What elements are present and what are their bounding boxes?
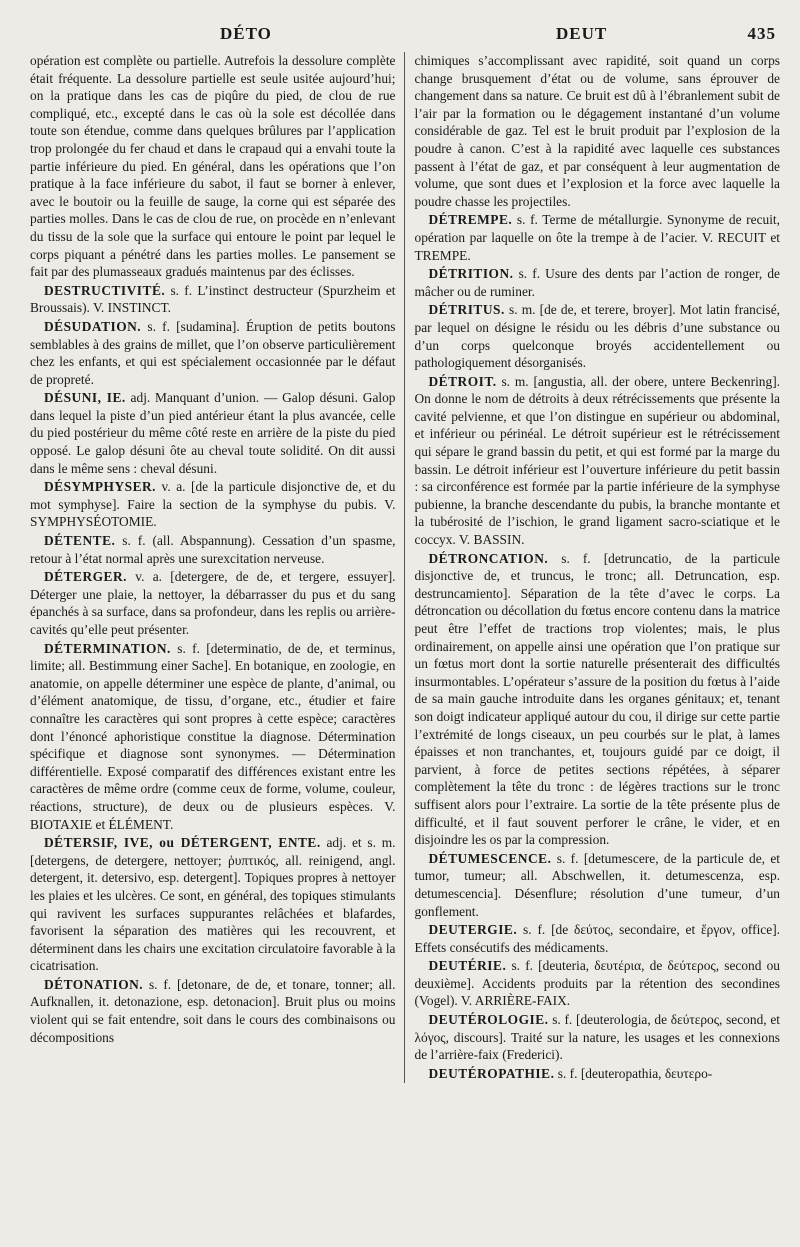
entry-headword: DEUTERGIE. bbox=[428, 922, 518, 938]
dictionary-entry bbox=[30, 389, 396, 477]
entry-headword: DÉTERGER. bbox=[44, 569, 127, 585]
dictionary-entry bbox=[415, 301, 781, 371]
dictionary-entry bbox=[30, 640, 396, 834]
entry-headword: DÉTERMINATION. bbox=[44, 640, 171, 656]
page-number: 435 bbox=[747, 24, 776, 43]
entry-definition: s. f. [determinatio, de de, et terminus, limite; all. Bestimmung einer Sache]. En botanique, en zoologie, en anatomie, on appelle déterminer une espèce de plante, d’animal, ou d’élément anatomique, de tissu, d’organe, etc., étudier et faire connaître les caractères qui sont propres à cette espèce; caractères dont l’énoncé aphoristique constitue la diagnose. Détermination spécifique et diagnose sont synonymes. — Détermination différentielle. Exposé comparatif des différences existant entre les caractères de même ordre (comme ceux de forme, volume, couleur, réactions, structure), de deux ou de plusieurs espèces. V. BIOTAXIE et ÉLÉMENT. bbox=[30, 640, 396, 832]
entry-headword: DESTRUCTIVITÉ. bbox=[44, 282, 166, 298]
entry-definition: s. f. [deuteropathia, δευτερο- bbox=[554, 1065, 713, 1081]
entry-headword: DÉTONATION. bbox=[44, 976, 144, 992]
entry-definition: s. m. [angustia, all. der obere, untere Beckenring]. On donne le nom de détroits à deux rétrécissements que présente la cavité pelvienne, et que l’on distingue en supérieur ou abdominal, et inférieur ou périnéal. Le détroit supérieur est le rétrécissement qui sépare le grand bassin du petit, et qui est formé par la marge du bassin. Le détroit inférieur est l’ouverture inférieure du petit bassin : sa circonférence est formée par la partie inférieure de la symphyse pubienne, la branche descendante du pubis, la branche montante et la tubérosité de l’ischion, le grand ligament sacro-sciatique et le coccyx. V. BASSIN. bbox=[414, 373, 780, 548]
entry-definition: s. f. [deuteria, δευτέρια, de δεύτερος, second ou deuxième]. Accidents produits par la rétention des secondines (Vogel). V. ARRIÈRE-FAIX. bbox=[414, 958, 780, 1009]
dictionary-entry bbox=[30, 478, 396, 531]
entry-definition: s. f. [sudamina]. Éruption de petits boutons semblables à des grains de millet, que l’on observe particulièrement chez les enfants, et qui est spécialement occasionnée par le défaut de propreté. bbox=[30, 318, 396, 387]
entry-definition: v. a. [detergere, de de, et tergere, essuyer]. Déterger une plaie, la nettoyer, la débarrasser du pus et du sang épanchés à sa surface, dans sa profondeur, dans les replis ou arrière-cavités qu’elle peut présenter. bbox=[30, 569, 396, 637]
running-header bbox=[30, 18, 780, 48]
entry-definition: v. a. [de la particule disjonctive de, et du mot symphyse]. Faire la section de la symphyse du pubis. V. SYMPHYSÉOTOMIE. bbox=[30, 479, 396, 530]
dictionary-entry bbox=[30, 976, 396, 1046]
dictionary-entry bbox=[30, 568, 396, 638]
right-column bbox=[404, 52, 781, 1083]
entry-definition: s. f. L’instinct destructeur (Spurzheim et Broussais). V. INSTINCT. bbox=[30, 282, 396, 316]
entry-definition: s. f. Terme de métallurgie. Synonyme de recuit, opération par laquelle on ôte la trempe à de l’acier. V. RECUIT et TREMPE. bbox=[414, 212, 780, 263]
entry-definition: s. f. [detumescere, de la particule de, et tumor, tumeur; all. Abschwellen, it. detumescenza, esp. detumescencia]. Désenflure; résolution d’une tumeur, d’un gonflement. bbox=[414, 850, 780, 919]
dictionary-entry bbox=[30, 318, 396, 388]
entry-headword: DÉSUNI, IE. bbox=[44, 390, 126, 406]
continued-text: chimiques s’accomplissant avec rapidité, soit quand un corps change brusquement d’état ou de volume, sans éprouver de changement dans sa nature. Ce bruit est dû à l’ébranlement subit de l’air par la formation ou le dégagement instantané d’un volume considérable de gaz. Tel est le bruit produit par l’explosion de la poudre à canon. C’est à la rapidité avec laquelle ces substances passent à l’état de gaz, et par conséquent à leur augmentation de volume, que sont dues et l’explosion et la force avec laquelle la poudre chasse les projectiles. bbox=[414, 53, 780, 209]
entry-definition: s. f. [detruncatio, de la particule disjonctive de, et truncus, le tronc; all. Detruncation, esp. destruncamiento]. Séparation de la tête d’avec le corps. La détroncation ou décollation du fœtus encore contenu dans la matrice peut être l’effet de tractions trop violentes; mais, le plus ordinairement, on appelle ainsi une opération que l’on pratique sur un fœtus mort dont la sortie naturelle présenterait des difficultés insurmontables. L’opérateur s’assure de la position du fœtus à l’aide de sa main gauche introduite dans les organes génitaux; et, tenant son doigt indicateur appliqué autour du cou, il dirige sur cette partie l’extrémité de longs ciseaux, un peu courbés sur le plat, à lames épaisses et non tranchantes, et, toujours guidé par ce doigt, il parvient, à force de petites sections répétées, à séparer complètement la tête du tronc : de légères tractions sur le tronc suffisent alors pour l’extraire. La sortie de la tête présente plus de difficulté, et il faut souvent perforer le crâne, le vider, et en disjoindre les os par la compression. bbox=[414, 550, 781, 848]
dictionary-entry bbox=[415, 265, 781, 300]
header-right-word: DEUT bbox=[556, 24, 608, 43]
entry-headword: DÉTRITION. bbox=[428, 266, 514, 282]
entry-definition: adj. Manquant d’union. — Galop désuni. Galop dans lequel la piste d’un pied antérieur étant la plus avancée, celle du pied postérieur du même côté reste en arrière de la piste du pied opposé. Le galop désuni ôte au cheval toute solidité. On dit aussi dans le même sens : cheval désuni. bbox=[30, 390, 396, 476]
entry-headword: DÉTREMPE. bbox=[428, 212, 513, 228]
dictionary-entry bbox=[415, 850, 781, 920]
dictionary-entry bbox=[415, 1011, 781, 1064]
entry-definition: s. f. [de δεύτος, secondaire, et ἔργον, office]. Effets consécutifs des médicaments. bbox=[414, 922, 780, 955]
dictionary-entry bbox=[415, 211, 781, 264]
entry-definition: s. f. [detonare, de de, et tonare, tonner; all. Aufknallen, it. detonazione, esp. detonacion]. Bruit plus ou moins violent qui se fait entendre, soit dans le cours des combinaisons ou décompositions bbox=[30, 976, 396, 1045]
continued-text: opération est complète ou partielle. Autrefois la dessolure complète était fréquente. La dessolure partielle est seule usitée aujourd’hui; on la pratique dans les cas de piqûre du pied, de clou de rue compliqué, etc., excepté dans le cas où la sole est décollée dans toute son étendue, comme dans quelques brûlures par l’application trop prolongée du fer chaud et dans le crapaud qui a envahi toute la partie inférieure du pied. En général, dans les opérations que l’on pratique à la face inférieure du sabot, il faut se borner à enlever, avec le boutoir ou la feuille de sauge, la corne qui est séparée des parties molles. Dans le cas de clou de rue, on procède en n’enlevant du tissu de la sole que la surface qui entoure le point par lequel le corps piquant a pénétré dans les parties molles. Le pansement se fait par des plumasseaux gradués maintenus par des éclisses. bbox=[30, 53, 396, 280]
text-columns bbox=[30, 52, 780, 1083]
entry-headword: DÉTRITUS. bbox=[428, 302, 505, 318]
entry-headword: DEUTÉROPATHIE. bbox=[428, 1065, 555, 1081]
dictionary-entry bbox=[30, 532, 396, 567]
dictionary-entry bbox=[30, 282, 396, 317]
entry-headword: DÉTENTE. bbox=[44, 533, 116, 549]
entry-headword: DEUTÉROLOGIE. bbox=[428, 1012, 549, 1028]
dictionary-entry bbox=[415, 921, 781, 956]
entry-definition: s. f. Usure des dents par l’action de ronger, de mâcher ou de ruminer. bbox=[414, 266, 780, 299]
entry-headword: DÉTRONCATION. bbox=[428, 550, 549, 566]
entry-headword: DÉTERSIF, IVE, ou DÉTERGENT, ENTE. bbox=[44, 835, 321, 851]
entry-definition: s. f. [deuterologia, de δεύτερος, second, et λόγος, discours]. Traité sur la nature, les usages et les connexions de l’arrière-faix (Frederici). bbox=[414, 1012, 780, 1063]
left-column bbox=[30, 52, 404, 1083]
entry-headword: DÉTROIT. bbox=[428, 373, 497, 389]
entry-headword: DÉSYMPHYSER. bbox=[44, 479, 157, 495]
header-left-word: DÉTO bbox=[220, 24, 272, 43]
entry-definition: s. m. [de de, et terere, broyer]. Mot latin francisé, par lequel on désigne le résidu ou les débris d’une substance ou d’un corps quelconque broyés accidentellement ou pathologiquement désorganisés. bbox=[414, 302, 780, 371]
entry-headword: DEUTÉRIE. bbox=[428, 958, 507, 974]
entry-definition: adj. et s. m. [detergens, de detergere, nettoyer; ῥυπτικός, all. reinigend, angl. detergent, it. detersivo, esp. detergent]. Topiques propres à nettoyer les plaies et les ulcères. Ce sont, en général, des topiques stimulants qui ravivent les surfaces suppurantes relâchées et blafardes, favorisent la séparation des matières qui les recouvrent, et déterminent dans les chairs une excitation circulatoire favorable à la cicatrisation. bbox=[30, 835, 396, 974]
entry-definition: s. f. (all. Abspannung). Cessation d’un spasme, retour à l’état normal après une surexcitation nerveuse. bbox=[30, 533, 396, 566]
entry-headword: DÉTUMESCENCE. bbox=[428, 850, 552, 866]
dictionary-entry bbox=[415, 550, 781, 849]
entry-headword: DÉSUDATION. bbox=[44, 318, 142, 334]
dictionary-entry bbox=[415, 373, 781, 549]
dictionary-entry bbox=[415, 1065, 781, 1083]
dictionary-entry bbox=[415, 957, 781, 1010]
dictionary-entry bbox=[30, 834, 396, 975]
